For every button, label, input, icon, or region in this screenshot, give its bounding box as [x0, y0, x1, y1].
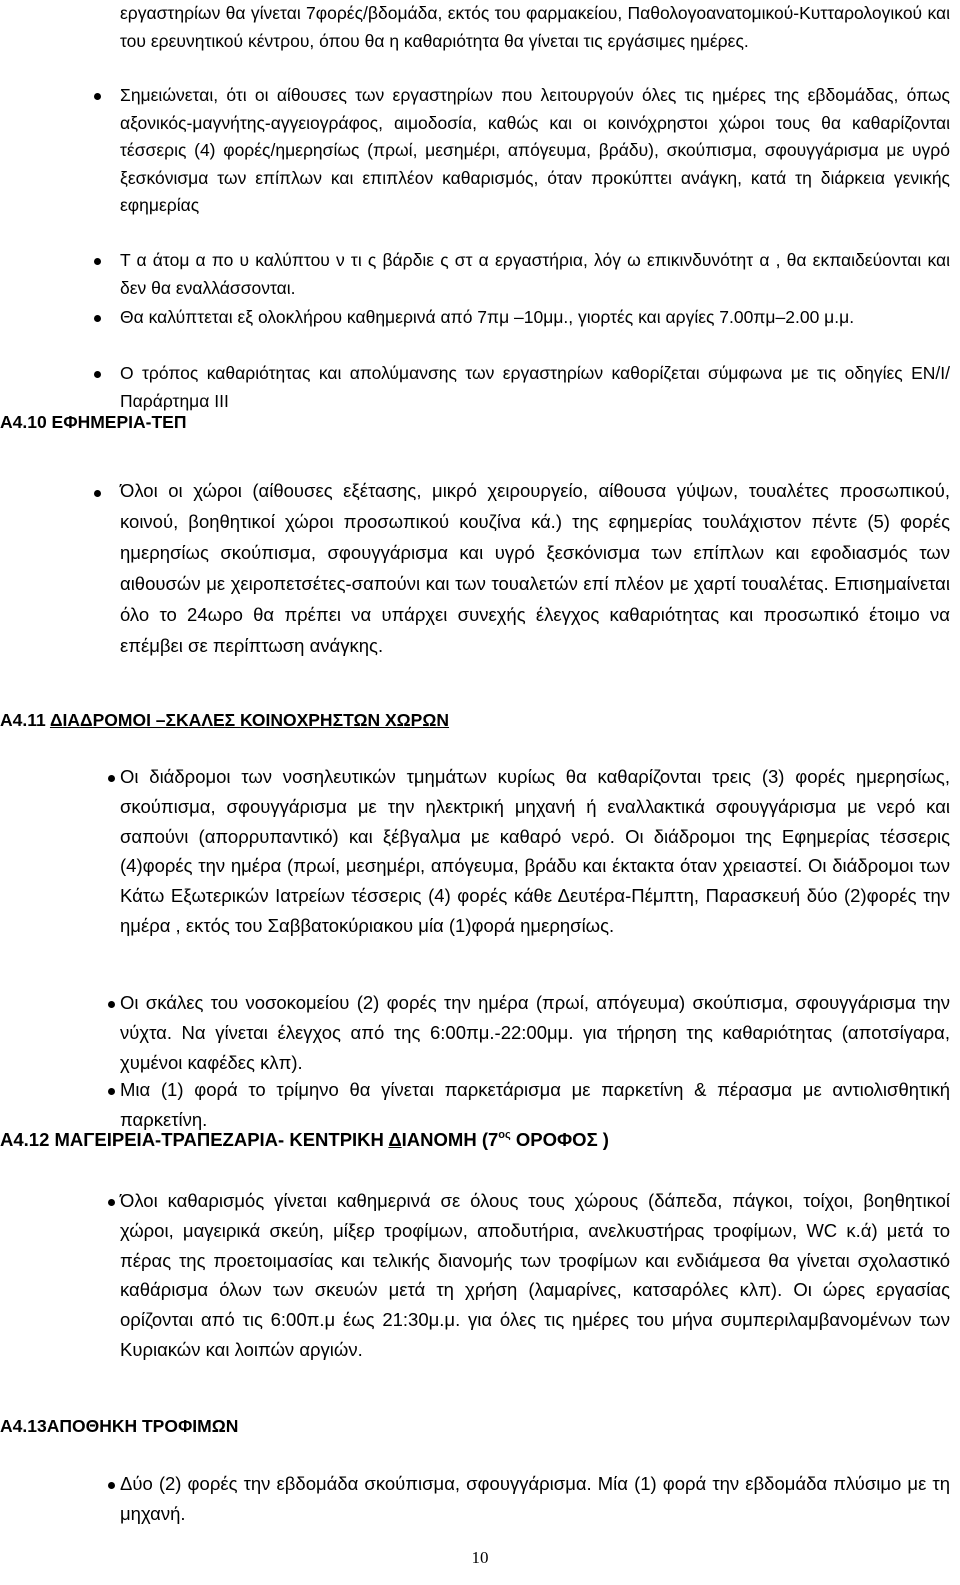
- section-heading-a412-part2: ΙΑΝΟΜΗ (7: [401, 1129, 499, 1150]
- bullet-icon: [108, 1199, 115, 1206]
- section-heading-a411-prefix: Α4.11: [0, 710, 50, 730]
- page-number: 10: [471, 1548, 489, 1567]
- intro-paragraph: εργαστηρίων θα γίνεται 7φορές/βδομάδα, εκτός του φαρμακείου, Παθολογοανατομικού-Κυτταρολογικού και του ερευνητικού κέντρου, όπου θα η καθαριότητα θα γίνεται τις εργάσιμες ημέρες.: [120, 3, 950, 51]
- bullet-icon: [108, 1001, 115, 1008]
- bullet-icon: [108, 1482, 115, 1489]
- a411-bullet-3: Μια (1) φορά το τρίμηνο θα γίνεται παρκετάρισμα με παρκετίνη & πέρασμα με αντιολισθητική παρκετίνη.: [120, 1079, 950, 1130]
- bullet-icon: [94, 93, 101, 100]
- section-heading-a412-part3: ΟΡΟΦΟΣ ): [510, 1129, 609, 1150]
- section-heading-a412-underlined: Δ: [388, 1129, 402, 1150]
- bullet-icon: [94, 315, 101, 322]
- a412-bullet-1: Όλοι καθαρισμός γίνεται καθημερινά σε όλους τους χώρους (δάπεδα, πάγκοι, τοίχοι, βοηθητικοί χώροι, μαγειρικά σκεύη, μίξερ τροφίμων, αποδυτήρια, ανελκυστήρας τροφίμων, WC κ.ά) μετά το πέρας της προετοιμασίας και τελικής διανομής των τροφίμων και ενδιάμεσα θα γίνεται σχολαστικό καθάρισμα όλων των σκευών μετά τη χρήση (λαμαρίνες, κατσαρόλες κλπ). Οι ώρες εργασίας ορίζονται από τις 6:00π.μ έως 21:30μ.μ. για όλες τις ημέρες του μήνα συμπεριλαμβανομένων των Κυριακών και λοιπών αργιών.: [120, 1190, 950, 1360]
- section-heading-a412-part1: Α4.12 ΜΑΓΕΙΡΕΙΑ-ΤΡΑΠΕΖΑΡΙΑ- ΚΕΝΤΡΙΚΗ: [0, 1129, 389, 1150]
- section-heading-a411-title: ΔΙΑΔΡΟΜΟΙ –ΣΚΑΛΕΣ ΚΟΙΝΟΧΡΗΣΤΩΝ ΧΩΡΩΝ: [49, 710, 450, 730]
- a411-bullet-1: Οι διάδρομοι των νοσηλευτικών τμημάτων κυρίως θα καθαρίζονται τρεις (3) φορές ημερησίως, σκούπισμα, σφουγγάρισμα με την ηλεκτρική μηχανή ή εναλλακτικά σφουγγάρισμα με νερό και σαπούνι (απορρυπαντικό) και ξέβγαλμα με καθαρό νερό. Οι διάδρομοι της Εφημερίας τέσσερις (4)φορές την ημέρα (πρωί, μεσημέρι, απόγευμα, βράδυ και έκτακτα όταν χρειαστεί. Οι διάδρομοι των Κάτω Εξωτερικών Ιατρείων τέσσερις (4) φορές κάθε Δευτέρα-Πέμπτη, Παρασκευή δύο (2)φορές την ημέρα , εκτός του Σαββατοκύριακου μία (1)φορά ημερησίως.: [120, 766, 950, 936]
- a410-bullet-1: Όλοι οι χώροι (αίθουσες εξέτασης, μικρό χειρουργείο, αίθουσα γύψων, τουαλέτες προσωπικού, κοινού, βοηθητικοί χώροι προσωπικού κουζίνα κά.) της εφημερίας τουλάχιστον πέντε (5) φορές ημερησίως σκούπισμα, σφουγγάρισμα και υγρό ξεσκόνισμα των επίπλων και εφοδιασμός των αιθουσών με χειροπετσέτες-σαπούνι και των τουαλετών επί πλέον με χαρτί τουαλέτας. Επισημαίνεται όλο το 24ωρο θα πρέπει να υπάρχει συνεχής έλεγχος καθαριότητας και προσωπικό έτοιμο να επέμβει σε περίπτωση ανάγκης.: [120, 480, 950, 656]
- section-heading-a413: Α4.13ΑΠΟΘΗΚΗ ΤΡΟΦΙΜΩΝ: [0, 1416, 239, 1436]
- a413-bullet-1: Δύο (2) φορές την εβδομάδα σκούπισμα, σφουγγάρισμα. Μία (1) φορά την εβδομάδα πλύσιμο με τη μηχανή.: [120, 1473, 950, 1524]
- bullet-icon: [94, 490, 101, 497]
- bullet-icon: [108, 1088, 115, 1095]
- lab-bullet-1: Σημειώνεται, ότι οι αίθουσες των εργαστηρίων που λειτουργούν όλες τις ημέρες της εβδομάδας, όπως αξονικός-μαγνήτης-αγγειογράφος, αιμοδοσία, καθώς και οι κοινόχρηστοι χώροι τους θα καθαρίζονται τέσσερις (4) φορές/ημερησίως (πρωί, μεσημέρι, απόγευμα, βράδυ), σκούπισμα, σφουγγάρισμα με υγρό ξεσκόνισμα των επίπλων και επιπλέον καθαρισμός, όταν προκύπτει ανάγκη, κατά τη διάρκεια γενικής εφημερίας: [120, 85, 950, 215]
- bullet-icon: [94, 371, 101, 378]
- a411-bullet-2: Οι σκάλες του νοσοκομείου (2) φορές την ημέρα (πρωί, απόγευμα) σκούπισμα, σφουγγάρισμα την νύχτα. Να γίνεται έλεγχος από της 6:00πμ.-22:00μμ. για τήρηση της καθαριότητας (αποτσίγαρα, χυμένοι καφέδες κλπ).: [120, 992, 950, 1073]
- lab-bullet-2: Τ α άτομ α πο υ καλύπτου ν τι ς βάρδιε ς στ α εργαστήρια, λόγ ω επικινδυνότητ α , θα εκπαιδεύονται και δεν θα εναλλάσσονται.: [120, 250, 950, 298]
- section-heading-a412-sup: ος: [498, 1129, 511, 1141]
- section-heading-a412: [0, 1128, 609, 1152]
- bullet-icon: [94, 258, 101, 265]
- section-heading-a410: Α4.10 ΕΦΗΜΕΡΙΑ-ΤΕΠ: [0, 412, 187, 432]
- lab-bullet-3: Θα καλύπτεται εξ ολοκλήρου καθημερινά από 7πμ –10μμ., γιορτές και αργίες 7.00πμ–2.00 μ.μ.: [120, 307, 855, 327]
- lab-bullet-4: Ο τρόπος καθαριότητας και απολύμανσης των εργαστηρίων καθορίζεται σύμφωνα με τις οδηγίες ΕΝ/Ι/Παράρτημα ΙΙΙ: [120, 363, 950, 411]
- section-heading-a411: [0, 708, 449, 732]
- bullet-icon: [108, 775, 115, 782]
